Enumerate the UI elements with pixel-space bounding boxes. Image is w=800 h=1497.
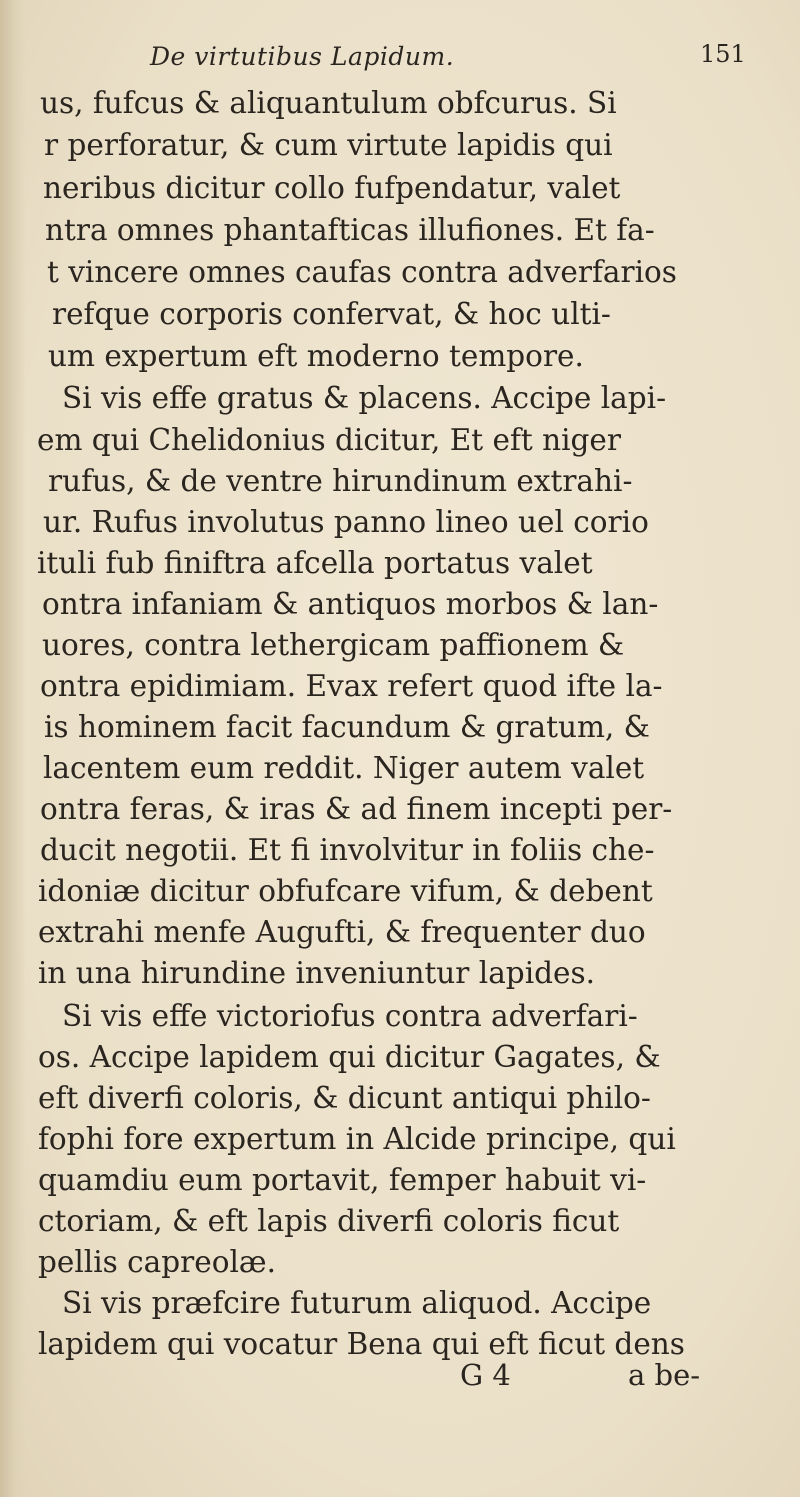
text-line: ontra feras, & iras & ad finem incepti per- [40,792,673,826]
text-line: Si vis effe gratus & placens. Accipe lapi- [62,381,667,415]
text-line: eft diverfi coloris, & dicunt antiqui philo- [38,1081,651,1115]
text-line: ontra epidimiam. Evax refert quod ifte la- [40,669,663,703]
catchword: a be- [628,1358,701,1392]
text-line: em qui Chelidonius dicitur, Et eft niger [37,423,621,457]
page-number: 151 [700,40,746,68]
text-line: pellis capreolæ. [38,1245,277,1279]
text-line: fophi fore expertum in Alcide principe, qui [38,1122,676,1156]
text-line: os. Accipe lapidem qui dicitur Gagates, & [38,1040,661,1074]
text-line: ntra omnes phantafticas illufiones. Et fa- [45,213,655,247]
text-line: um expertum eft moderno tempore. [48,339,584,373]
text-line: quamdiu eum portavit, femper habuit vi- [38,1163,647,1197]
text-line: refque corporis confervat, & hoc ulti- [52,297,611,331]
text-line: ituli fub finiftra afcella portatus valet [37,546,593,580]
text-line: extrahi menfe Augufti, & frequenter duo [38,915,646,949]
text-line: Si vis effe victoriofus contra adverfari- [62,999,638,1033]
text-line: t vincere omnes caufas contra adverfarios [47,255,677,289]
text-line: ducit negotii. Et fi involvitur in foliis che- [40,833,655,867]
running-title: De virtutibus Lapidum. [150,42,455,71]
text-line: is hominem facit facundum & gratum, & [44,710,650,744]
text-line: neribus dicitur collo fufpendatur, valet [43,171,621,205]
text-line: rufus, & de ventre hirundinum extrahi- [48,464,633,498]
text-line: in una hirundine inveniuntur lapides. [38,956,595,990]
text-line: r perforatur, & cum virtute lapidis qui [44,128,613,162]
text-line: ontra infaniam & antiquos morbos & lan- [42,587,659,621]
page-footer [0,1358,800,1458]
text-line: us, fufcus & aliquantulum obfcurus. Si [40,86,617,120]
signature-mark: G 4 [460,1358,511,1392]
text-line: Si vis præfcire futurum aliquod. Accipe [62,1286,652,1320]
text-line: uores, contra lethergicam paffionem & [42,628,625,662]
text-line: ur. Rufus involutus panno lineo uel corio [43,505,649,539]
text-line: lacentem eum reddit. Niger autem valet [43,751,645,785]
text-line: ctoriam, & eft lapis diverfi coloris ficut [38,1204,620,1238]
text-line: idoniæ dicitur obfufcare vifum, & debent [38,874,653,908]
text-line: lapidem qui vocatur Bena qui eft ficut dens [38,1327,685,1361]
